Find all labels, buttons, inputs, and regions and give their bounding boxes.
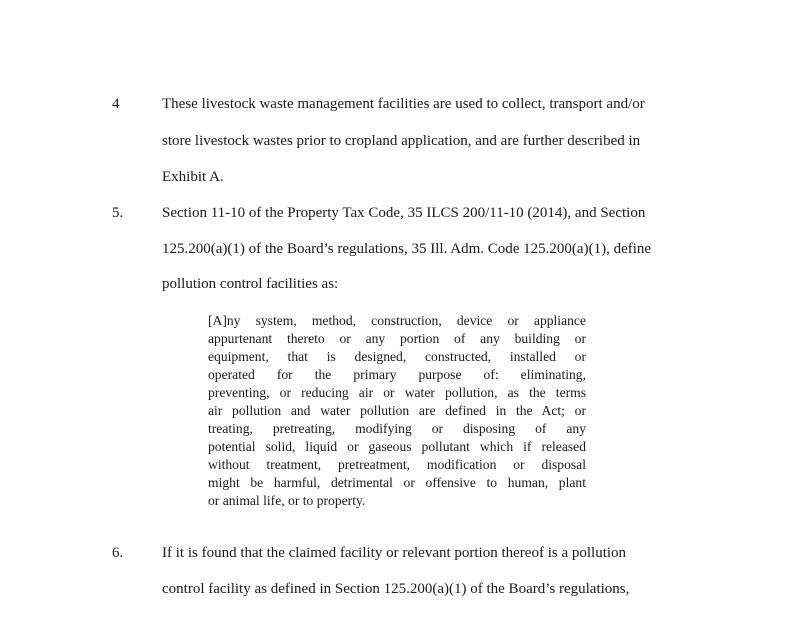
quote-line: operated for the primary purpose of: eliminating, — [208, 367, 586, 382]
quote-line: appurtenant thereto or any portion of any building or — [208, 331, 586, 346]
paragraph-line: pollution control facilities as: — [162, 276, 339, 292]
paragraph-line: These livestock waste management facilities are used to collect, transport and/or — [162, 96, 645, 112]
paragraph-line: If it is found that the claimed facility or relevant portion thereof is a pollution — [162, 545, 627, 561]
block-quote — [208, 312, 586, 510]
quote-line: equipment, that is designed, constructed, installed or — [208, 349, 586, 364]
quote-line: preventing, or reducing air or water pollution, as the terms — [208, 385, 586, 400]
paragraph-number: 6. — [112, 545, 124, 561]
paragraph-line: Section 11-10 of the Property Tax Code, 35 ILCS 200/11-10 (2014), and Section — [162, 205, 646, 221]
paragraph-number: 5. — [112, 205, 124, 221]
quote-line: potential solid, liquid or gaseous pollutant which if released — [208, 439, 586, 454]
quote-line: air pollution and water pollution are defined in the Act; or — [208, 403, 586, 418]
quote-line: treating, pretreating, modifying or disposing of any — [208, 421, 586, 436]
paragraph-line: store livestock wastes prior to cropland application, and are further described in — [162, 133, 641, 149]
quote-line: [A]ny system, method, construction, device or appliance — [208, 313, 586, 328]
quote-line: or animal life, or to property. — [208, 493, 366, 508]
paragraph-number: 4 — [112, 96, 120, 112]
quote-line: without treatment, pretreatment, modification or disposal — [208, 457, 586, 472]
paragraph-line: Exhibit A. — [162, 169, 224, 185]
quote-line: might be harmful, detrimental or offensive to human, plant — [208, 475, 586, 490]
paragraph-line: control facility as defined in Section 125.200(a)(1) of the Board’s regulations, — [162, 581, 630, 597]
paragraph-line: 125.200(a)(1) of the Board’s regulations, 35 Ill. Adm. Code 125.200(a)(1), define — [162, 241, 652, 257]
